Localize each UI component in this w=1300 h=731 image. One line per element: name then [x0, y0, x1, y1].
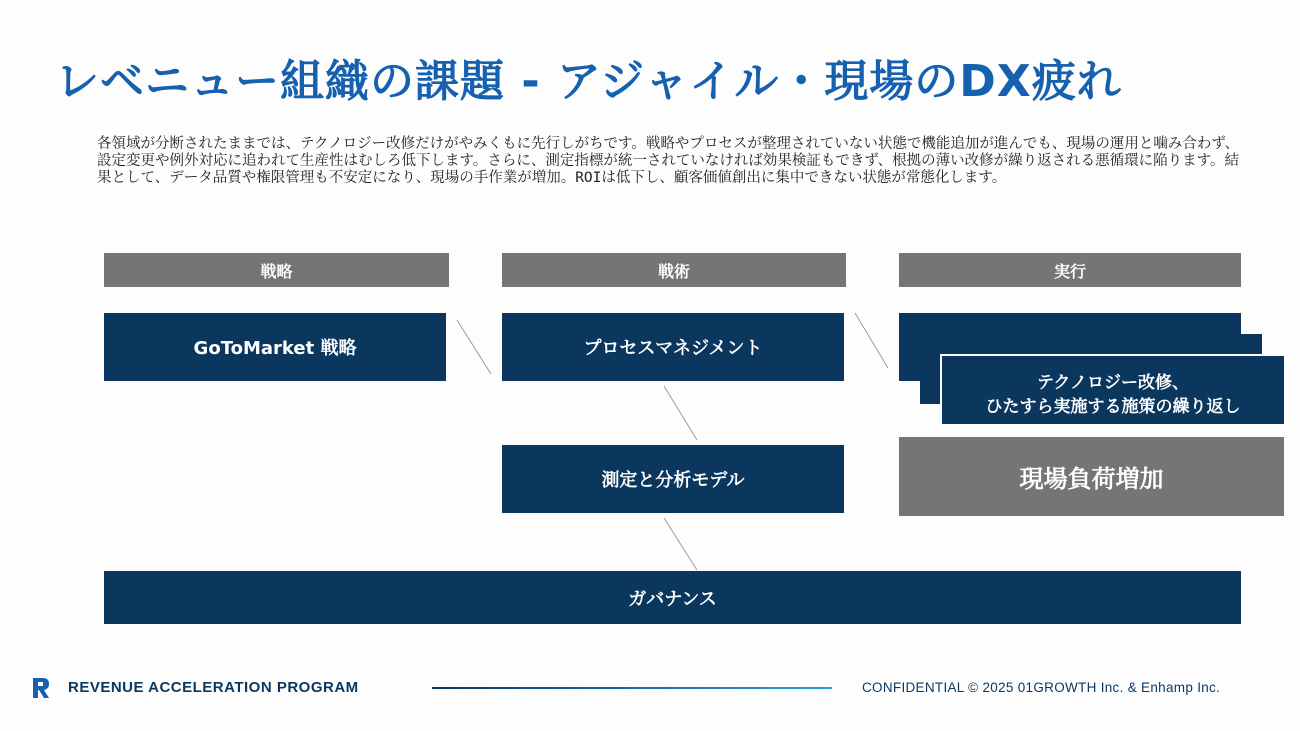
tech-card-line2: ひたすら実施する施策の繰り返し — [985, 397, 1241, 417]
box-governance-label: ガバナンス — [628, 588, 717, 610]
tech-card-text — [942, 366, 1284, 424]
slide-description: 各領域が分断されたままでは、テクノロジー改修だけがやみくもに先行しがちです。戦略やプロセスが整理されていない状態で機能追加が進んでも、現場の運用と噛み合わず、設定変更や例外対応に追われて生産性はむしろ低下します。さらに、測定指標が統一されていなければ効果検証もできず、根拠の薄い改修が繰り返される悪循環に陥ります。結果として、データ品質や権限管理も不安定になり、現場の手作業が増加。ROIは低下し、顧客価値創出に集中できない状態が常態化します。 — [97, 136, 1240, 186]
box-process-management-label: プロセスマネジメント — [583, 338, 763, 359]
connector-strategy-process — [457, 320, 491, 374]
box-measurement-model — [502, 445, 844, 513]
connector-measurement-governance — [664, 518, 697, 570]
slide-title: レベニュー組織の課題 - アジャイル・現場のDX疲れ — [55, 56, 1122, 107]
box-field-load-label: 現場負荷増加 — [1019, 465, 1164, 493]
box-governance — [104, 571, 1241, 624]
box-process-management — [502, 313, 844, 381]
box-gotomarket-label: GoToMarket 戦略 — [193, 338, 357, 359]
footer-brand: REVENUE ACCELERATION PROGRAM — [68, 679, 359, 696]
footer-divider — [432, 687, 832, 689]
brand-logo-icon — [32, 677, 50, 699]
header-strategy: 戦略 — [104, 253, 449, 287]
box-measurement-model-label: 測定と分析モデル — [601, 470, 745, 491]
footer-confidential: CONFIDENTIAL © 2025 01GROWTH Inc. & Enhamp Inc. — [862, 680, 1221, 695]
box-gotomarket-strategy — [104, 313, 446, 381]
connector-process-measurement — [664, 386, 697, 440]
header-tactics: 戦術 — [502, 253, 846, 287]
tech-card-line1: テクノロジー改修、 — [1037, 373, 1189, 393]
connector-process-tech — [855, 313, 888, 368]
box-field-load — [899, 437, 1284, 516]
header-execution: 実行 — [899, 253, 1241, 287]
